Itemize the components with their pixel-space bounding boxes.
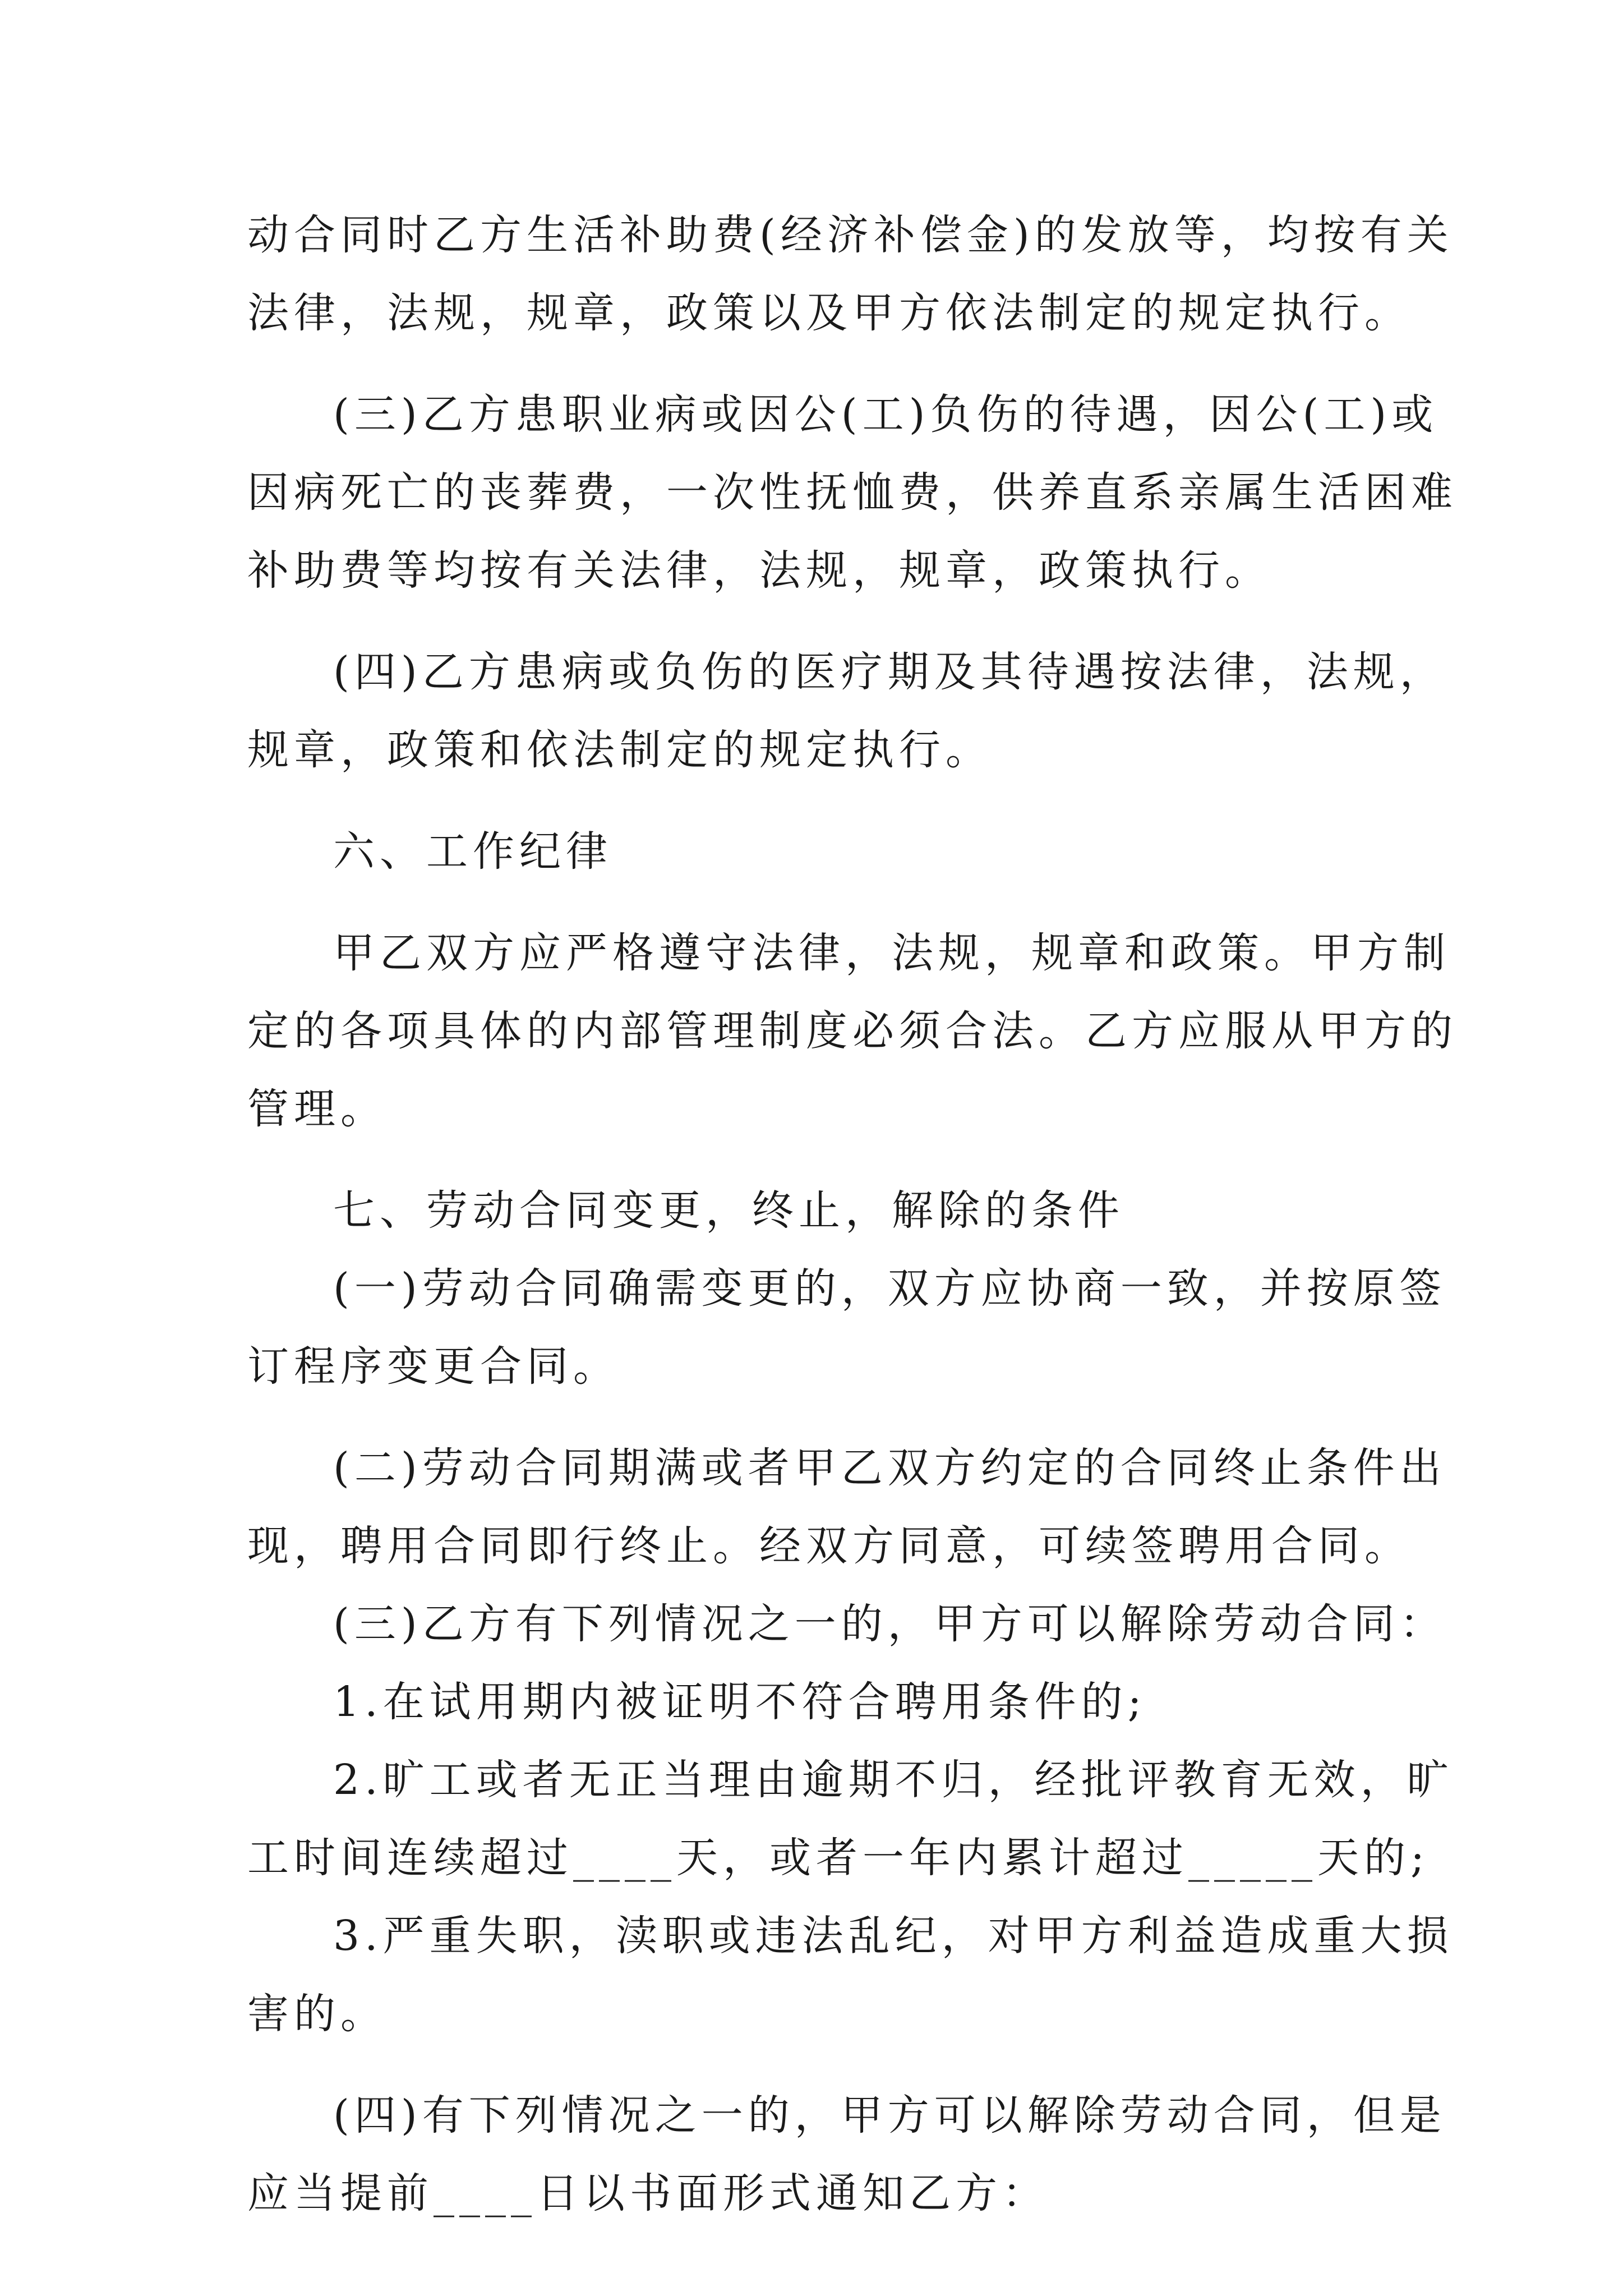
text-line: 法律，法规，规章，政策以及甲方依法制定的规定执行。 — [247, 289, 1411, 337]
text-line: 3.严重失职，渎职或违法乱纪，对甲方利益造成重大损 — [333, 1912, 1454, 1960]
text-line: 2.旷工或者无正当理由逾期不归，经批评教育无效，旷 — [333, 1756, 1454, 1804]
text-line: (二)劳动合同期满或者甲乙双方约定的合同终止条件出 — [333, 1444, 1446, 1492]
text-line: 现，聘用合同即行终止。经双方同意，可续签聘用合同。 — [247, 1522, 1411, 1570]
text-line: 害的。 — [247, 1990, 387, 2038]
text-line: (三)乙方患职业病或因公(工)负伤的待遇，因公(工)或 — [333, 390, 1438, 439]
text-line: 应当提前____日以书面形式通知乙方： — [247, 2169, 1049, 2217]
text-line: 定的各项具体的内部管理制度必须合法。乙方应服从甲方的 — [247, 1007, 1458, 1055]
text-line: 补助费等均按有关法律，法规，规章，政策执行。 — [247, 546, 1271, 595]
text-line: (四)乙方患病或负伤的医疗期及其待遇按法律，法规， — [333, 648, 1446, 696]
text-line: 订程序变更合同。 — [247, 1342, 620, 1391]
text-line: (三)乙方有下列情况之一的，甲方可以解除劳动合同： — [333, 1600, 1446, 1648]
text-line: 工时间连续超过____天，或者一年内累计超过_____天的; — [247, 1834, 1430, 1882]
text-line: 动合同时乙方生活补助费(经济补偿金)的发放等，均按有关 — [247, 211, 1454, 259]
text-line: 管理。 — [247, 1085, 387, 1133]
contract-body-text — [247, 196, 1458, 2233]
text-line: 甲乙双方应严格遵守法律，法规，规章和政策。甲方制 — [333, 929, 1450, 977]
text-line: 1.在试用期内被证明不符合聘用条件的; — [333, 1678, 1147, 1726]
text-line: (一)劳动合同确需变更的，双方应协商一致，并按原签 — [333, 1264, 1446, 1313]
text-line: (四)有下列情况之一的，甲方可以解除劳动合同，但是 — [333, 2091, 1446, 2139]
section-heading: 七、劳动合同变更，终止，解除的条件 — [333, 1186, 1124, 1235]
text-line: 规章，政策和依法制定的规定执行。 — [247, 726, 992, 774]
text-line: 因病死亡的丧葬费，一次性抚恤费，供养直系亲属生活困难 — [247, 468, 1458, 517]
section-heading: 六、工作纪律 — [333, 827, 612, 876]
